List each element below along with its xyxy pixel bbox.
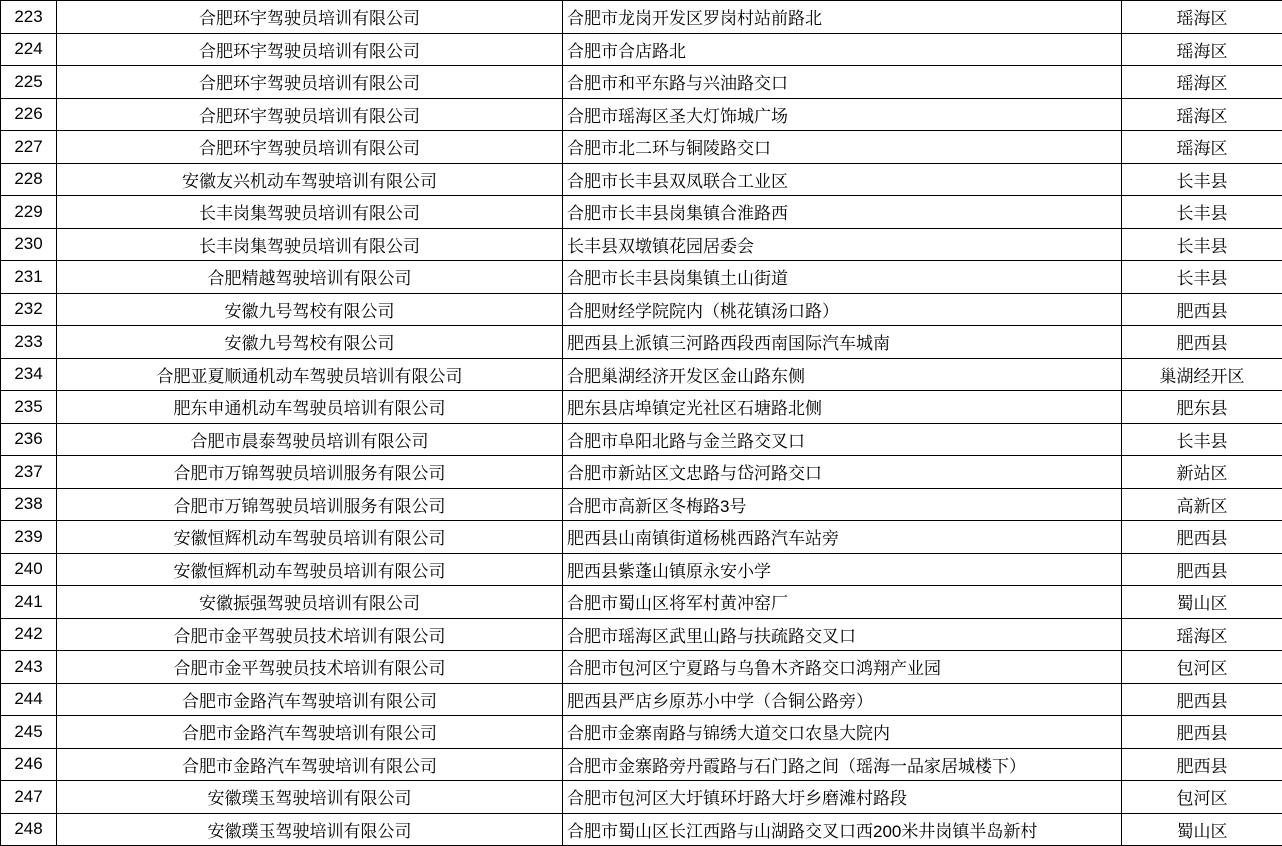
row-index: 234 [1,358,57,391]
table-row [1,553,1282,586]
training-site-address: 肥西县山南镇街道杨桃西路汽车站旁 [563,521,1122,554]
institution-name: 合肥精越驾驶培训有限公司 [57,261,563,294]
table-row [1,488,1282,521]
district-area: 巢湖经开区 [1122,358,1282,391]
institution-name: 安徽九号驾校有限公司 [57,326,563,359]
district-area: 长丰县 [1122,228,1282,261]
training-site-address: 合肥市长丰县双凤联合工业区 [563,163,1122,196]
district-area: 蜀山区 [1122,586,1282,619]
district-area: 包河区 [1122,781,1282,814]
row-index: 240 [1,553,57,586]
district-area: 长丰县 [1122,196,1282,229]
row-index: 248 [1,813,57,846]
table-body [1,1,1282,846]
institution-name: 合肥市金路汽车驾驶培训有限公司 [57,748,563,781]
training-site-address: 肥东县店埠镇定光社区石塘路北侧 [563,391,1122,424]
institution-name: 合肥市金路汽车驾驶培训有限公司 [57,716,563,749]
district-area: 瑶海区 [1122,131,1282,164]
institution-name: 合肥环宇驾驶员培训有限公司 [57,33,563,66]
training-site-address: 合肥巢湖经济开发区金山路东侧 [563,358,1122,391]
institution-name: 安徽九号驾校有限公司 [57,293,563,326]
row-index: 246 [1,748,57,781]
row-index: 233 [1,326,57,359]
table-row [1,98,1282,131]
training-site-address: 合肥市龙岗开发区罗岗村站前路北 [563,1,1122,34]
institution-name: 合肥环宇驾驶员培训有限公司 [57,66,563,99]
table-row [1,781,1282,814]
training-site-address: 合肥市北二环与铜陵路交口 [563,131,1122,164]
row-index: 232 [1,293,57,326]
training-site-address: 合肥市长丰县岗集镇合淮路西 [563,196,1122,229]
table-row [1,131,1282,164]
training-site-address: 合肥市瑶海区圣大灯饰城广场 [563,98,1122,131]
training-site-address: 合肥市合店路北 [563,33,1122,66]
district-area: 高新区 [1122,488,1282,521]
row-index: 236 [1,423,57,456]
table-row [1,456,1282,489]
district-area: 肥东县 [1122,391,1282,424]
district-area: 瑶海区 [1122,1,1282,34]
training-site-address: 合肥市阜阳北路与金兰路交叉口 [563,423,1122,456]
table-row [1,683,1282,716]
district-area: 瑶海区 [1122,98,1282,131]
row-index: 239 [1,521,57,554]
table-row [1,261,1282,294]
district-area: 长丰县 [1122,261,1282,294]
row-index: 244 [1,683,57,716]
training-site-address: 合肥市包河区大圩镇环圩路大圩乡磨滩村路段 [563,781,1122,814]
institution-name: 合肥环宇驾驶员培训有限公司 [57,131,563,164]
row-index: 235 [1,391,57,424]
training-site-address: 合肥市高新区冬梅路3号 [563,488,1122,521]
institution-name: 合肥亚夏顺通机动车驾驶员培训有限公司 [57,358,563,391]
district-area: 肥西县 [1122,521,1282,554]
row-index: 243 [1,651,57,684]
training-site-address: 合肥市金寨路旁丹霞路与石门路之间（瑶海一品家居城楼下） [563,748,1122,781]
training-site-address: 合肥市和平东路与兴油路交口 [563,66,1122,99]
institution-name: 长丰岗集驾驶员培训有限公司 [57,196,563,229]
table-row [1,651,1282,684]
district-area: 蜀山区 [1122,813,1282,846]
institution-name: 安徽恒辉机动车驾驶员培训有限公司 [57,521,563,554]
training-site-address: 长丰县双墩镇花园居委会 [563,228,1122,261]
district-area: 肥西县 [1122,293,1282,326]
table-row [1,618,1282,651]
district-area: 瑶海区 [1122,33,1282,66]
training-site-address: 合肥财经学院院内（桃花镇汤口路） [563,293,1122,326]
table-row [1,391,1282,424]
institution-name: 合肥环宇驾驶员培训有限公司 [57,1,563,34]
row-index: 231 [1,261,57,294]
table-row [1,358,1282,391]
table-row [1,163,1282,196]
table-row [1,1,1282,34]
table-row [1,586,1282,619]
table-row [1,423,1282,456]
row-index: 238 [1,488,57,521]
district-area: 瑶海区 [1122,618,1282,651]
training-site-address: 肥西县上派镇三河路西段西南国际汽车城南 [563,326,1122,359]
row-index: 226 [1,98,57,131]
row-index: 223 [1,1,57,34]
institution-name: 合肥市晨泰驾驶员培训有限公司 [57,423,563,456]
training-site-address: 合肥市长丰县岗集镇土山街道 [563,261,1122,294]
institution-name: 安徽振强驾驶员培训有限公司 [57,586,563,619]
training-site-address: 合肥市瑶海区武里山路与扶疏路交叉口 [563,618,1122,651]
row-index: 224 [1,33,57,66]
row-index: 245 [1,716,57,749]
district-area: 肥西县 [1122,326,1282,359]
table-row [1,521,1282,554]
institution-name: 合肥市金平驾驶员技术培训有限公司 [57,651,563,684]
institution-name: 安徽友兴机动车驾驶培训有限公司 [57,163,563,196]
table-row [1,228,1282,261]
district-area: 瑶海区 [1122,66,1282,99]
institution-name: 长丰岗集驾驶员培训有限公司 [57,228,563,261]
institution-name: 肥东申通机动车驾驶员培训有限公司 [57,391,563,424]
row-index: 230 [1,228,57,261]
row-index: 225 [1,66,57,99]
table-row [1,66,1282,99]
institution-name: 合肥市万锦驾驶员培训服务有限公司 [57,488,563,521]
training-site-address: 合肥市新站区文忠路与岱河路交口 [563,456,1122,489]
table-row [1,196,1282,229]
institution-name: 安徽璞玉驾驶培训有限公司 [57,781,563,814]
table-row [1,326,1282,359]
district-area: 长丰县 [1122,423,1282,456]
training-site-address: 合肥市蜀山区长江西路与山湖路交叉口西200米井岗镇半岛新村 [563,813,1122,846]
table-row [1,813,1282,846]
training-site-address: 合肥市蜀山区将军村黄冲窑厂 [563,586,1122,619]
table-row [1,293,1282,326]
institution-name: 安徽恒辉机动车驾驶员培训有限公司 [57,553,563,586]
institution-name: 合肥市金路汽车驾驶培训有限公司 [57,683,563,716]
row-index: 229 [1,196,57,229]
district-area: 新站区 [1122,456,1282,489]
district-area: 肥西县 [1122,716,1282,749]
table-row [1,748,1282,781]
institution-name: 安徽璞玉驾驶培训有限公司 [57,813,563,846]
row-index: 228 [1,163,57,196]
table-row [1,716,1282,749]
district-area: 肥西县 [1122,748,1282,781]
institution-name: 合肥市万锦驾驶员培训服务有限公司 [57,456,563,489]
district-area: 包河区 [1122,651,1282,684]
row-index: 237 [1,456,57,489]
institution-name: 合肥市金平驾驶员技术培训有限公司 [57,618,563,651]
training-site-address: 合肥市金寨南路与锦绣大道交口农垦大院内 [563,716,1122,749]
district-area: 肥西县 [1122,683,1282,716]
training-site-address: 肥西县紫蓬山镇原永安小学 [563,553,1122,586]
row-index: 247 [1,781,57,814]
institution-name: 合肥环宇驾驶员培训有限公司 [57,98,563,131]
district-area: 肥西县 [1122,553,1282,586]
row-index: 241 [1,586,57,619]
district-area: 长丰县 [1122,163,1282,196]
table-row [1,33,1282,66]
row-index: 227 [1,131,57,164]
training-site-address: 肥西县严店乡原苏小中学（合铜公路旁） [563,683,1122,716]
row-index: 242 [1,618,57,651]
training-site-address: 合肥市包河区宁夏路与乌鲁木齐路交口鸿翔产业园 [563,651,1122,684]
